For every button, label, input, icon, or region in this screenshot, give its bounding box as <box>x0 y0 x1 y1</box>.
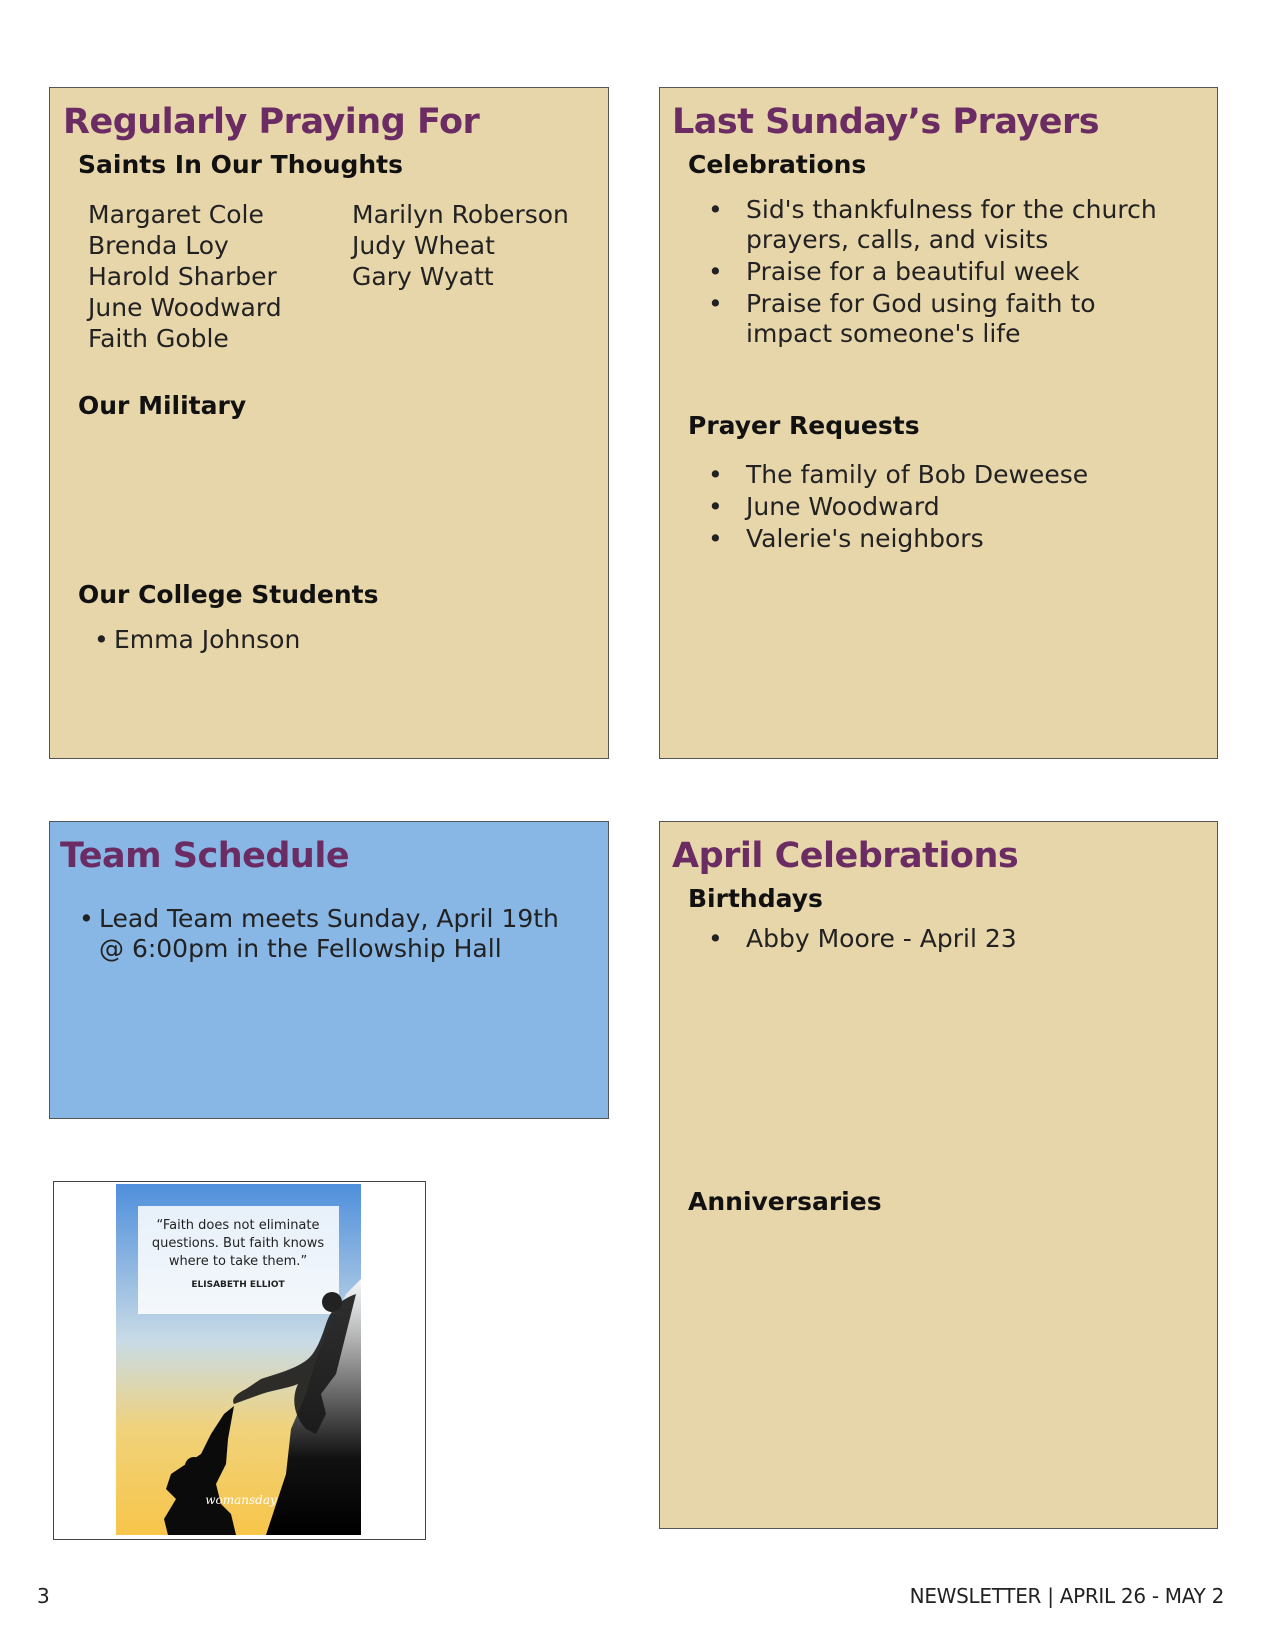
list-item: • Lead Team meets Sunday, April 19th @ 6:00pm in the Fellowship Hall <box>79 904 579 964</box>
april-celebrations-panel <box>659 821 1218 1529</box>
list-item: • Abby Moore - April 23 <box>708 924 1178 954</box>
april-celebrations-title: April Celebrations <box>672 836 1019 876</box>
military-heading: Our Military <box>78 391 247 420</box>
requests-list <box>708 460 1178 556</box>
list-item: Marilyn Roberson <box>352 200 569 229</box>
poster-quote-line2: questions. But faith knows <box>151 1236 325 1251</box>
poster-quote-line1: “Faith does not eliminate <box>156 1218 320 1233</box>
celebrations-list <box>708 195 1178 351</box>
list-item: • Valerie's neighbors <box>708 524 1178 554</box>
quote-poster-image <box>116 1184 361 1535</box>
praying-panel <box>49 87 609 759</box>
list-item: Brenda Loy <box>88 231 229 260</box>
college-list <box>94 625 300 657</box>
poster-brand-logo: womansday <box>205 1493 277 1507</box>
list-item: • June Woodward <box>708 492 1178 522</box>
last-sunday-title: Last Sunday’s Prayers <box>672 102 1100 142</box>
list-item: Faith Goble <box>88 324 229 353</box>
team-schedule-list <box>79 904 579 966</box>
poster-quote-line3: where to take them.” <box>168 1254 308 1269</box>
birthdays-list <box>708 924 1178 956</box>
page-number: 3 <box>37 1584 50 1608</box>
last-sunday-panel <box>659 87 1218 759</box>
saints-list-col2 <box>352 199 569 292</box>
list-item: Margaret Cole <box>88 200 264 229</box>
list-item: Judy Wheat <box>352 231 495 260</box>
list-item: • Praise for God using faith to impact someone's life <box>708 289 1178 349</box>
requests-heading: Prayer Requests <box>688 411 920 440</box>
saints-heading: Saints In Our Thoughts <box>78 150 404 179</box>
list-item: • Sid's thankfulness for the church prayers, calls, and visits <box>708 195 1178 255</box>
list-item: • Praise for a beautiful week <box>708 257 1178 287</box>
list-item: • Emma Johnson <box>94 625 300 655</box>
saints-list-col1 <box>88 199 282 354</box>
anniversaries-heading: Anniversaries <box>688 1187 882 1216</box>
list-item: Gary Wyatt <box>352 262 494 291</box>
celebrations-heading: Celebrations <box>688 150 867 179</box>
birthdays-heading: Birthdays <box>688 884 823 913</box>
list-item: Harold Sharber <box>88 262 277 291</box>
poster-author: ELISABETH ELLIOT <box>191 1280 285 1290</box>
footer-label: NEWSLETTER | APRIL 26 - MAY 2 <box>909 1584 1224 1608</box>
team-schedule-panel <box>49 821 609 1119</box>
list-item: June Woodward <box>88 293 282 322</box>
praying-title: Regularly Praying For <box>63 102 480 142</box>
quote-poster-frame <box>53 1181 426 1540</box>
college-heading: Our College Students <box>78 580 379 609</box>
list-item: • The family of Bob Deweese <box>708 460 1178 490</box>
team-schedule-title: Team Schedule <box>60 836 350 876</box>
